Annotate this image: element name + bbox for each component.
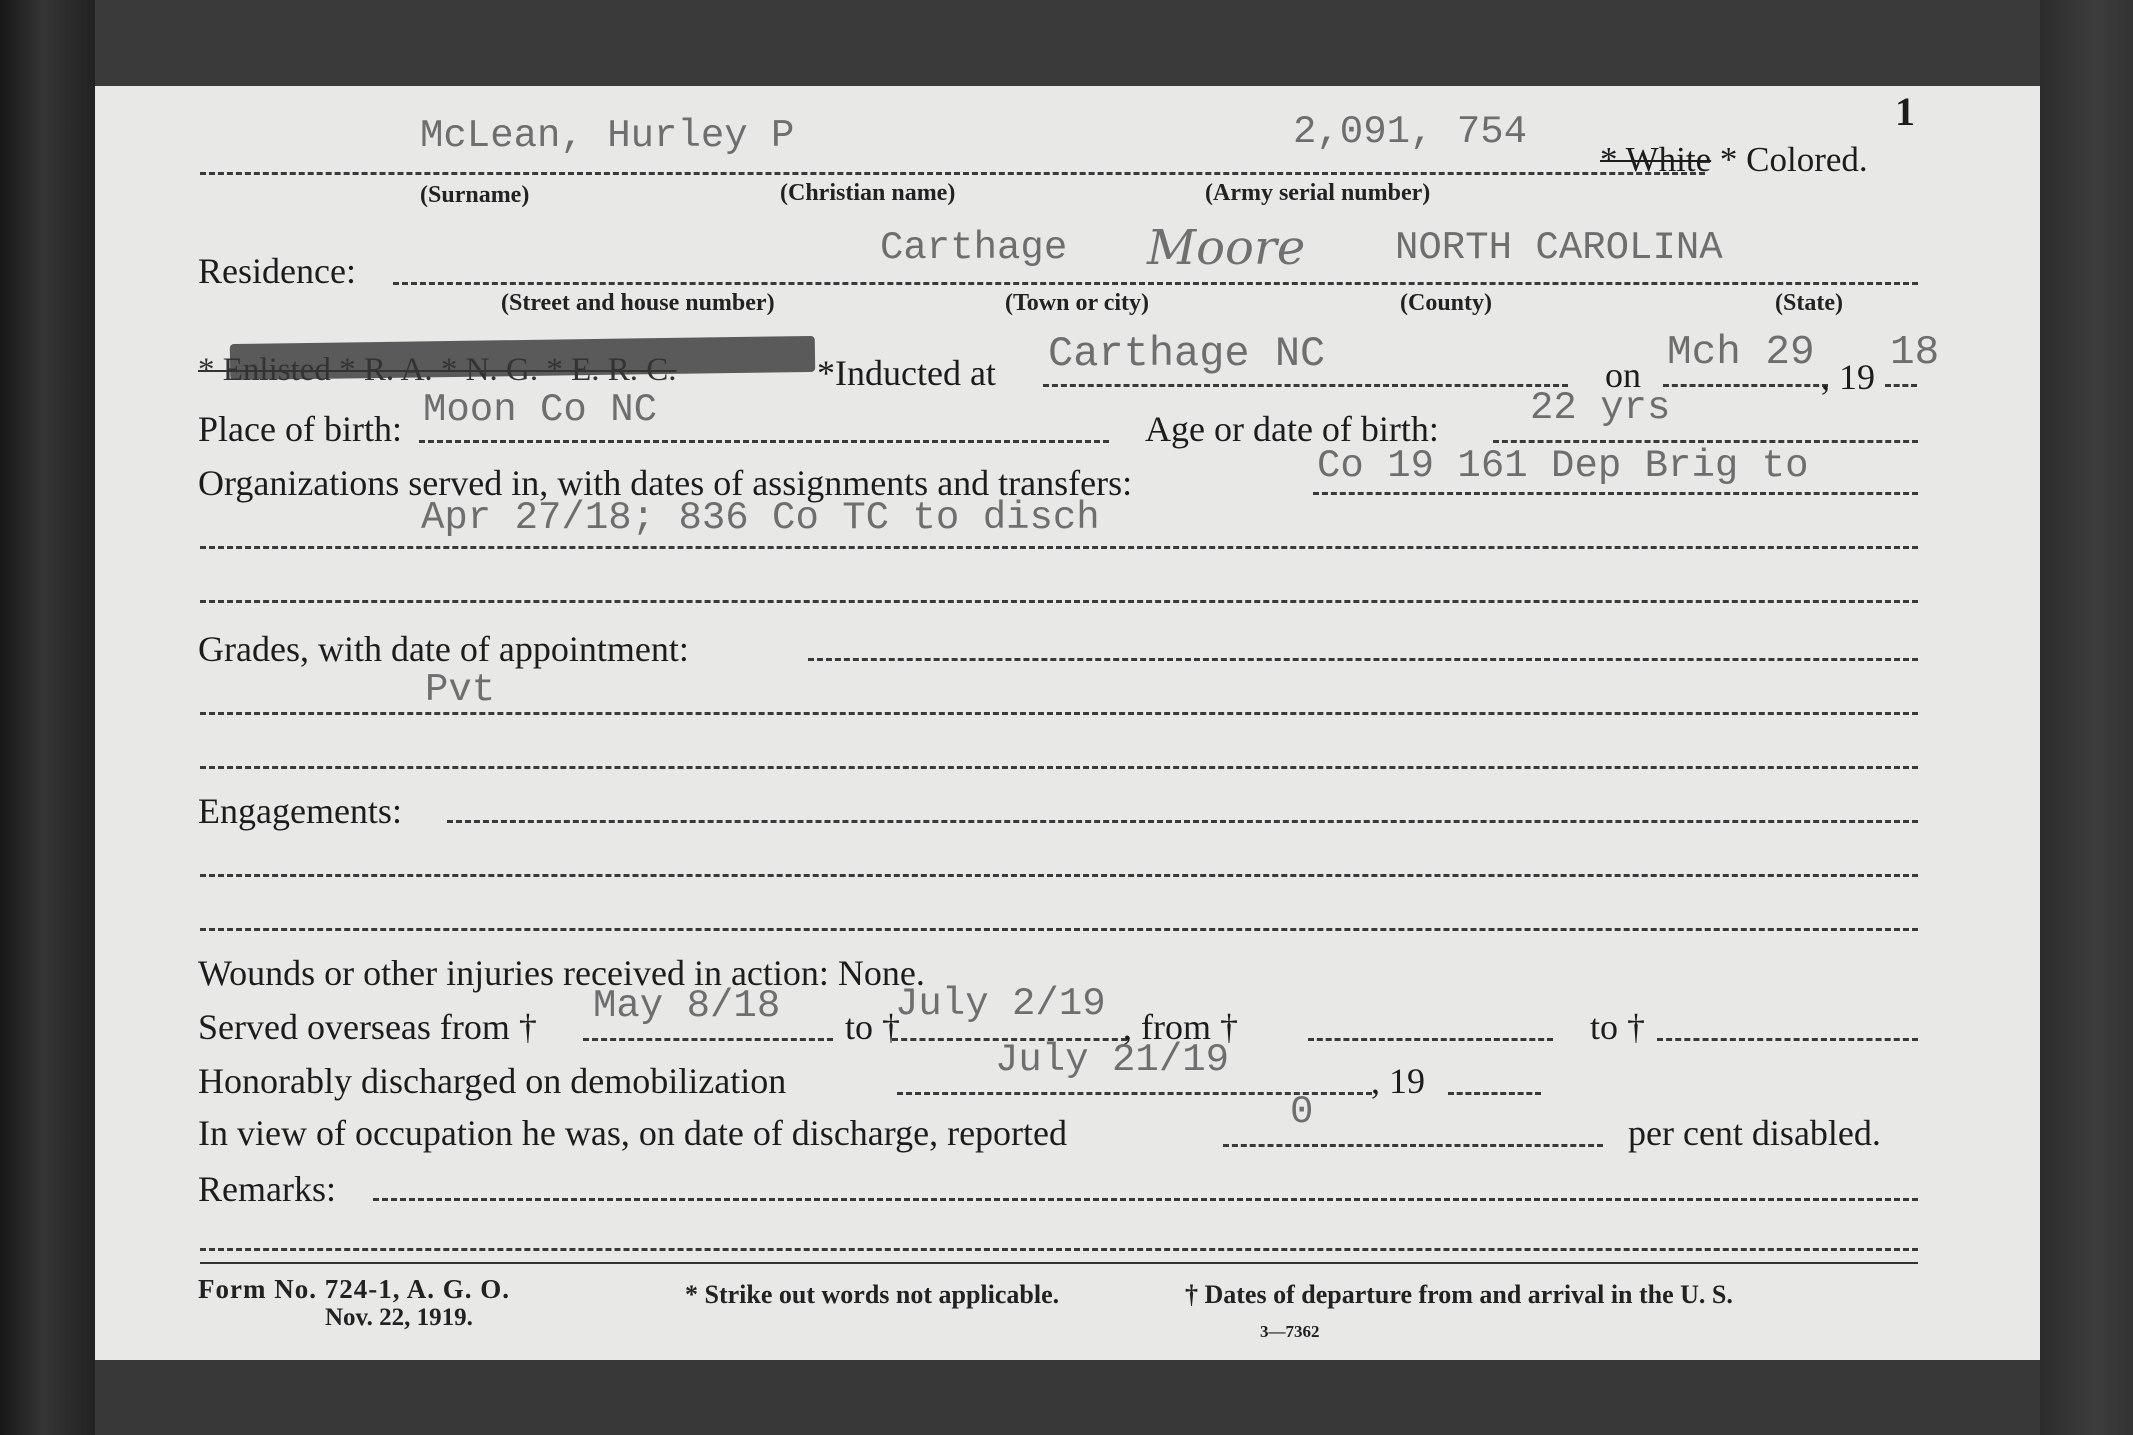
race-white-struck: * White (1600, 140, 1712, 179)
residence-county: Moore (1147, 220, 1306, 276)
remarks-line2 (200, 1248, 1918, 1251)
enlistment-options-text: * Enlisted * R. A. * N. G. * E. R. C. (198, 352, 677, 388)
label-surname: (Surname) (420, 182, 530, 208)
race-options (1600, 140, 1868, 180)
residence-label: Residence: (198, 251, 356, 291)
discharge-year-line (1448, 1092, 1541, 1095)
grades-line2 (200, 712, 1918, 715)
induction-year-prefix: , 19 (1821, 357, 1875, 397)
grades-line1 (808, 658, 1918, 661)
on-label: on (1605, 355, 1641, 395)
label-army-serial-number: (Army serial number) (1205, 180, 1431, 206)
scan-border-bottom (95, 1360, 2040, 1435)
dates-note: † Dates of departure from and arrival in the U. S. (1185, 1280, 1733, 1309)
inducted-label: *Inducted at (817, 353, 996, 393)
residence-line (393, 282, 1918, 285)
grades-value: Pvt (425, 668, 496, 712)
disability-suffix: per cent disabled. (1628, 1113, 1881, 1153)
overseas-to-value: July 2/19 (895, 982, 1106, 1026)
organizations-line1-value: Co 19 161 Dep Brig to (1317, 444, 1809, 488)
strike-note: * Strike out words not applicable. (685, 1280, 1060, 1309)
engagements-line2 (200, 874, 1918, 877)
induction-date: Mch 29 (1667, 330, 1815, 376)
place-of-birth-label: Place of birth: (198, 409, 402, 449)
wounds-row (198, 952, 925, 994)
induction-date-line (1663, 384, 1828, 387)
enlistment-options (198, 352, 677, 389)
age-line (1493, 440, 1918, 443)
wounds-value: None. (837, 953, 925, 993)
disability-line (1223, 1144, 1603, 1147)
overseas-from-line (583, 1038, 833, 1041)
label-state: (State) (1775, 290, 1843, 316)
inducted-at-value: Carthage NC (1048, 330, 1326, 378)
footer-rule (200, 1262, 1918, 1264)
overseas-to-label: to † (845, 1007, 901, 1047)
engagements-line3 (200, 928, 1918, 931)
organizations-line2 (200, 546, 1918, 549)
residence-town: Carthage (880, 226, 1068, 270)
discharge-label: Honorably discharged on demobilization (198, 1061, 787, 1101)
engagements-line1 (447, 820, 1918, 823)
form-number: Form No. 724-1, A. G. O. (198, 1274, 510, 1304)
disability-label: In view of occupation he was, on date of discharge, reported (198, 1113, 1068, 1153)
induction-year-line (1885, 384, 1917, 387)
scan-border-top (95, 0, 2040, 86)
remarks-label: Remarks: (198, 1169, 336, 1209)
label-street: (Street and house number) (501, 290, 775, 316)
organizations-line1 (1313, 492, 1918, 495)
disability-value: 0 (1290, 1090, 1314, 1134)
organizations-line3 (200, 600, 1918, 603)
discharge-date-value: July 21/19 (995, 1038, 1230, 1082)
form-date: Nov. 22, 1919. (325, 1304, 473, 1331)
place-of-birth-line (419, 440, 1109, 443)
race-colored: * Colored. (1719, 140, 1868, 179)
induction-year-suffix: 18 (1890, 330, 1940, 376)
soldier-name: McLean, Hurley P (420, 114, 795, 158)
engagements-label: Engagements: (198, 791, 402, 831)
overseas-to2-line (1657, 1038, 1918, 1041)
wounds-label: Wounds or other injuries received in action: (198, 953, 829, 993)
service-record-card (95, 86, 2040, 1360)
overseas-to2-label: to † (1590, 1007, 1646, 1047)
age-value: 22 yrs (1530, 386, 1671, 430)
inducted-at-line (1043, 384, 1568, 387)
grades-line3 (200, 766, 1918, 769)
organizations-line2-value: Apr 27/18; 836 Co TC to disch (421, 496, 1100, 540)
overseas-from2-label: , from † (1123, 1007, 1238, 1047)
label-county: (County) (1400, 290, 1493, 316)
scan-border-left (0, 0, 95, 1435)
residence-state: NORTH CAROLINA (1395, 226, 1723, 270)
organizations-label: Organizations served in, with dates of assignments and transfers: (198, 463, 1133, 503)
label-christian-name: (Christian name) (780, 180, 956, 206)
grades-label: Grades, with date of appointment: (198, 629, 689, 669)
card-number: 1 (1895, 89, 1915, 134)
army-serial-number: 2,091, 754 (1293, 110, 1528, 154)
name-line (200, 172, 1705, 175)
label-town: (Town or city) (1005, 290, 1149, 316)
overseas-label: Served overseas from † (198, 1007, 537, 1047)
place-of-birth-value: Moon Co NC (423, 388, 658, 432)
remarks-line1 (373, 1198, 1918, 1201)
discharge-year-label: , 19 (1371, 1061, 1425, 1101)
overseas-from-value: May 8/18 (593, 984, 781, 1028)
print-code: 3—7362 (1260, 1322, 1320, 1341)
overseas-from2-line (1308, 1038, 1553, 1041)
age-label: Age or date of birth: (1145, 409, 1439, 449)
scan-border-right (2040, 0, 2133, 1435)
